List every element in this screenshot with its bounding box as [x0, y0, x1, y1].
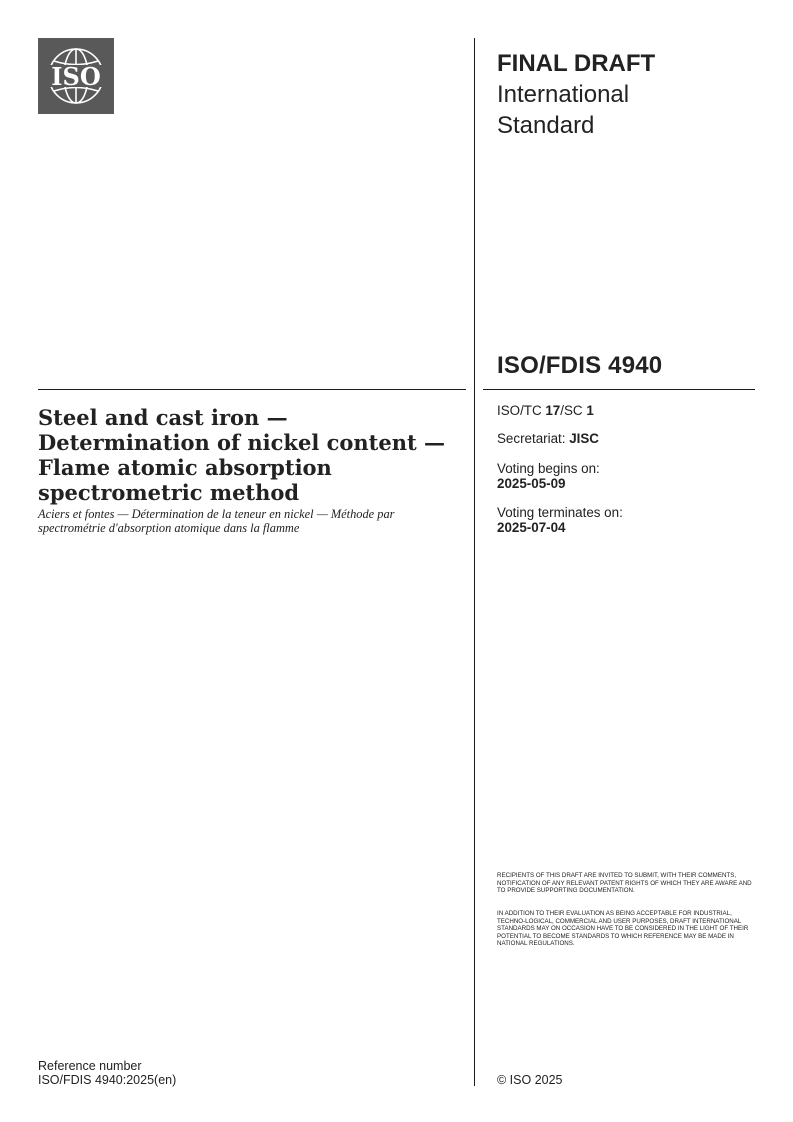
- iso-logo: [38, 38, 114, 114]
- reference-number: Reference number ISO/FDIS 4940:2025(en): [38, 1059, 177, 1087]
- voting-terminates: Voting terminates on: 2025-07-04: [497, 505, 623, 535]
- document-title: Steel and cast iron — Determination of nickel content — Flame atomic absorption spectrometric method: [38, 405, 446, 505]
- globe-icon: [38, 38, 114, 114]
- copyright: © ISO 2025: [497, 1073, 563, 1087]
- voting-terminates-date: 2025-07-04: [497, 520, 566, 535]
- status-standard: Standard: [497, 112, 595, 139]
- doc-number-rule: [483, 389, 755, 390]
- voting-begins: Voting begins on: 2025-05-09: [497, 461, 600, 491]
- title-rule: [38, 389, 466, 390]
- document-title-french: Aciers et fontes — Détermination de la teneur en nickel — Méthode par spectrométrie d'absorption atomique dans la flamme: [38, 507, 395, 535]
- status-final-draft: FINAL DRAFT: [497, 50, 656, 77]
- document-status: [497, 48, 767, 141]
- evaluation-notice: IN ADDITION TO THEIR EVALUATION AS BEING ACCEPTABLE FOR INDUSTRIAL, TECHNO-LOGICAL, COMMERCIAL AND USER PURPOSES, DRAFT INTERNATIONAL STANDARDS MAY ON OCCASION HAVE TO BE CONSIDERED IN THE LIGHT OF THEIR POTENTIAL TO BECOME STANDARDS TO WHICH REFERENCE MAY BE MADE IN NATIONAL REGULATIONS.: [497, 910, 749, 948]
- status-international: International: [497, 81, 630, 108]
- logo-text: ISO: [51, 62, 101, 91]
- voting-begins-date: 2025-05-09: [497, 476, 566, 491]
- secretariat: Secretariat: JISC: [497, 431, 599, 446]
- document-number: ISO/FDIS 4940: [497, 352, 663, 379]
- reference-number-value: ISO/FDIS 4940:2025(en): [38, 1073, 177, 1087]
- technical-committee: ISO/TC 17/SC 1: [497, 403, 594, 418]
- vertical-divider: [474, 38, 475, 1086]
- patent-notice: RECIPIENTS OF THIS DRAFT ARE INVITED TO SUBMIT, WITH THEIR COMMENTS, NOTIFICATION OF ANY RELEVANT PATENT RIGHTS OF WHICH THEY ARE AWARE AND TO PROVIDE SUPPORTING DOCUMENTATION.: [497, 872, 752, 895]
